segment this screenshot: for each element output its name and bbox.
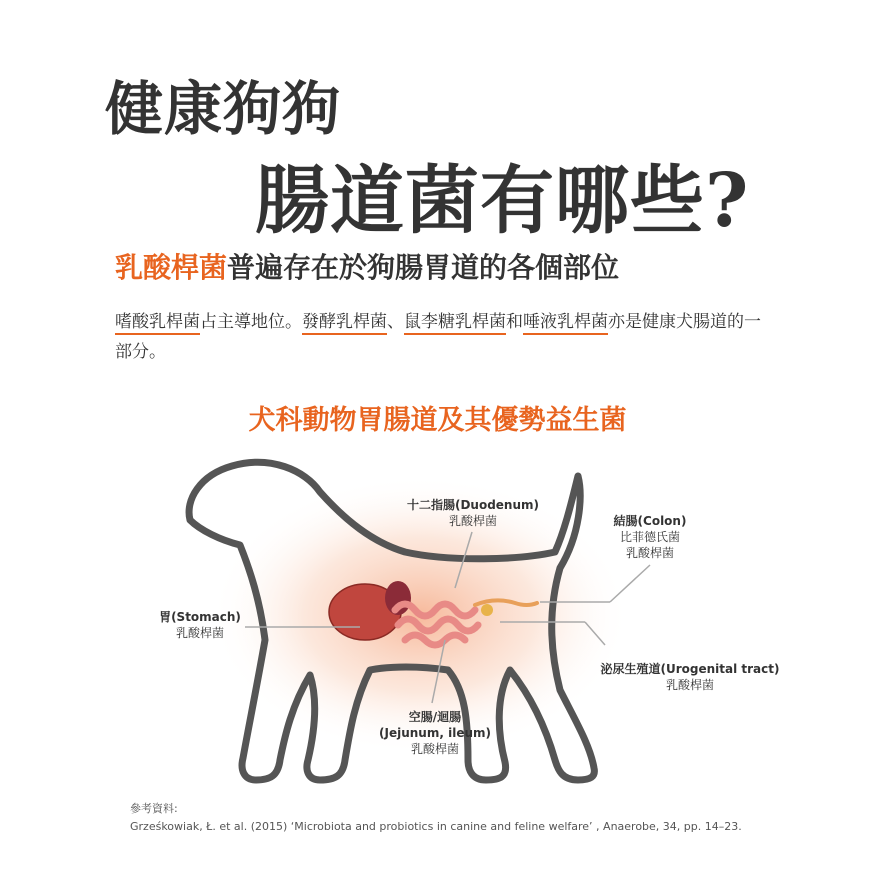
description-text: 、 (387, 312, 404, 332)
label-colon (600, 513, 700, 561)
bacteria-salivarius: 唾液乳桿菌 (523, 312, 608, 335)
description-text: 亦是健康犬腸道的一部分。 (115, 312, 761, 362)
label-duodenum (398, 497, 548, 529)
bacteria-fermentum: 發酵乳桿菌 (302, 312, 387, 335)
label-colon-name: 結腸(Colon) (613, 514, 687, 528)
subtitle-rest: 普遍存在於狗腸胃道的各個部位 (227, 251, 620, 284)
subtitle-highlight: 乳酸桿菌 (115, 251, 228, 284)
label-urogenital-name: 泌尿生殖道(Urogenital tract) (600, 662, 780, 676)
bladder-organ (481, 604, 493, 616)
label-stomach-name: 胃(Stomach) (159, 610, 241, 624)
label-stomach-bacteria: 乳酸桿菌 (175, 626, 224, 640)
reference (130, 800, 742, 836)
description-text: 占主導地位。 (200, 312, 302, 332)
reference-citation: Grześkowiak, Ł. et al. (2015) ‘Microbiota and probiotics in canine and feline welfare’ , Anaerobe, 34, pp. 14–23. (130, 820, 742, 833)
label-urogenital (580, 661, 800, 693)
bacteria-acidophilus: 嗜酸乳桿菌 (115, 312, 200, 335)
label-colon-bacteria-2: 乳酸桿菌 (625, 546, 674, 560)
label-jejunum-name: 空腸/迴腸 (408, 710, 462, 724)
label-duodenum-bacteria: 乳酸桿菌 (448, 514, 497, 528)
label-duodenum-name: 十二指腸(Duodenum) (406, 498, 540, 512)
label-jejunum-bacteria: 乳酸桿菌 (410, 742, 459, 756)
label-stomach (150, 609, 250, 641)
label-jejunum (365, 709, 505, 757)
bacteria-rhamnosus: 鼠李糖乳桿菌 (404, 312, 506, 335)
reference-heading: 參考資料: (130, 802, 178, 815)
label-urogenital-bacteria: 乳酸桿菌 (665, 678, 714, 692)
label-colon-bacteria-1: 比菲德氏菌 (619, 530, 680, 544)
label-jejunum-name2: (Jejunum, ileum) (379, 726, 491, 740)
title-line2: 腸道菌有哪些? (255, 158, 750, 244)
description-text: 和 (506, 312, 523, 332)
section-title: 犬科動物胃腸道及其優勢益生菌 (248, 405, 627, 436)
title-line1: 健康狗狗 (105, 75, 342, 143)
